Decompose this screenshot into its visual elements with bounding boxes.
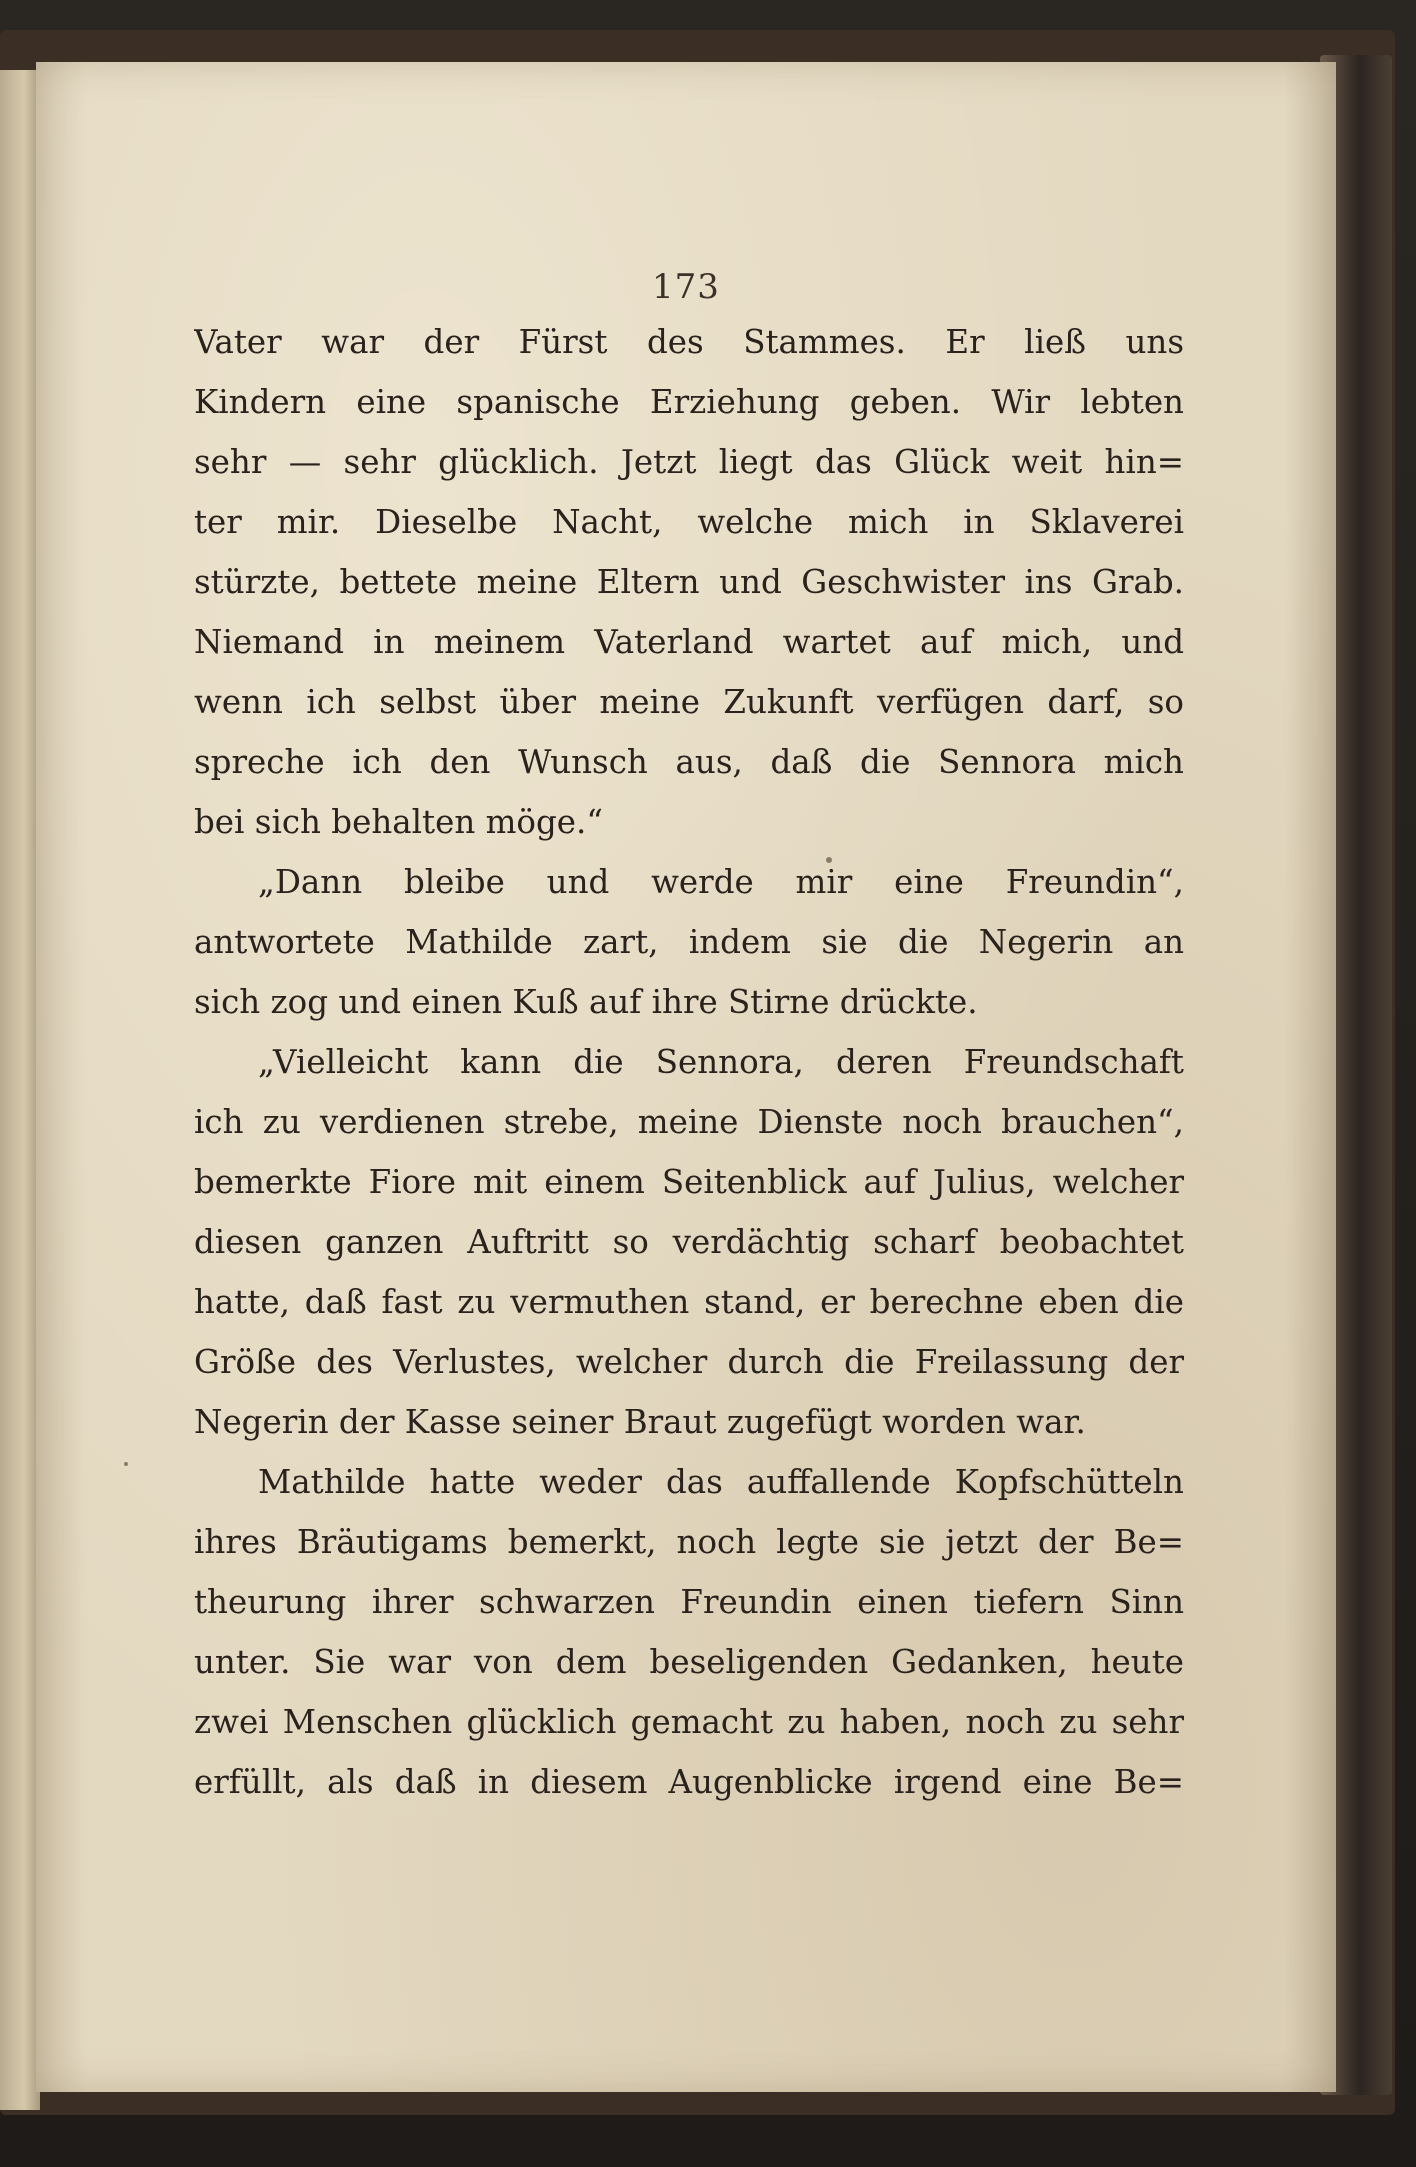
text-line: Niemand in meinem Vaterland wartet auf mich, und <box>194 623 1184 661</box>
text-line: ter mir. Dieselbe Nacht, welche mich in Sklaverei <box>194 503 1184 541</box>
text-line: stürzte, bettete meine Eltern und Geschwister ins Grab. <box>194 563 1184 601</box>
paper-speck <box>124 1462 128 1466</box>
text-line: unter. Sie war von dem beseligenden Gedanken, heute <box>194 1643 1184 1681</box>
text-line: bei sich behalten möge.“ <box>194 803 603 841</box>
text-line: „Dann bleibe und werde mir eine Freundin“, <box>258 863 1184 901</box>
text-line: spreche ich den Wunsch aus, daß die Sennora mich <box>194 743 1184 781</box>
text-line: sehr — sehr glücklich. Jetzt liegt das Glück weit hin= <box>194 443 1184 481</box>
text-line: ich zu verdienen strebe, meine Dienste noch brauchen“, <box>194 1103 1184 1141</box>
left-page-edge <box>0 70 40 2110</box>
page-text <box>194 312 1184 1812</box>
text-line: sich zog und einen Kuß auf ihre Stirne drückte. <box>194 983 978 1021</box>
text-line: ihres Bräutigams bemerkt, noch legte sie jetzt der Be= <box>194 1523 1184 1561</box>
text-line: Mathilde hatte weder das auffallende Kopfschütteln <box>258 1463 1184 1501</box>
text-line: Kindern eine spanische Erziehung geben. Wir lebten <box>194 383 1184 421</box>
book-page <box>36 62 1336 2092</box>
text-line: wenn ich selbst über meine Zukunft verfügen darf, so <box>194 683 1184 721</box>
text-line: theurung ihrer schwarzen Freundin einen tiefern Sinn <box>194 1583 1184 1621</box>
text-line: Negerin der Kasse seiner Braut zugefügt worden war. <box>194 1403 1086 1441</box>
text-line: „Vielleicht kann die Sennora, deren Freundschaft <box>258 1043 1184 1081</box>
text-line: bemerkte Fiore mit einem Seitenblick auf Julius, welcher <box>194 1163 1184 1201</box>
text-line: zwei Menschen glücklich gemacht zu haben, noch zu sehr <box>194 1703 1184 1741</box>
text-line: diesen ganzen Auftritt so verdächtig scharf beobachtet <box>194 1223 1184 1261</box>
text-line: antwortete Mathilde zart, indem sie die Negerin an <box>194 923 1184 961</box>
text-line: hatte, daß fast zu vermuthen stand, er berechne eben die <box>194 1283 1184 1321</box>
paper-speck <box>826 857 832 863</box>
text-line: erfüllt, als daß in diesem Augenblicke irgend eine Be= <box>194 1763 1184 1801</box>
page-number: 173 <box>652 267 720 307</box>
text-line: Vater war der Fürst des Stammes. Er ließ uns <box>194 323 1184 361</box>
text-line: Größe des Verlustes, welcher durch die Freilassung der <box>194 1343 1184 1381</box>
